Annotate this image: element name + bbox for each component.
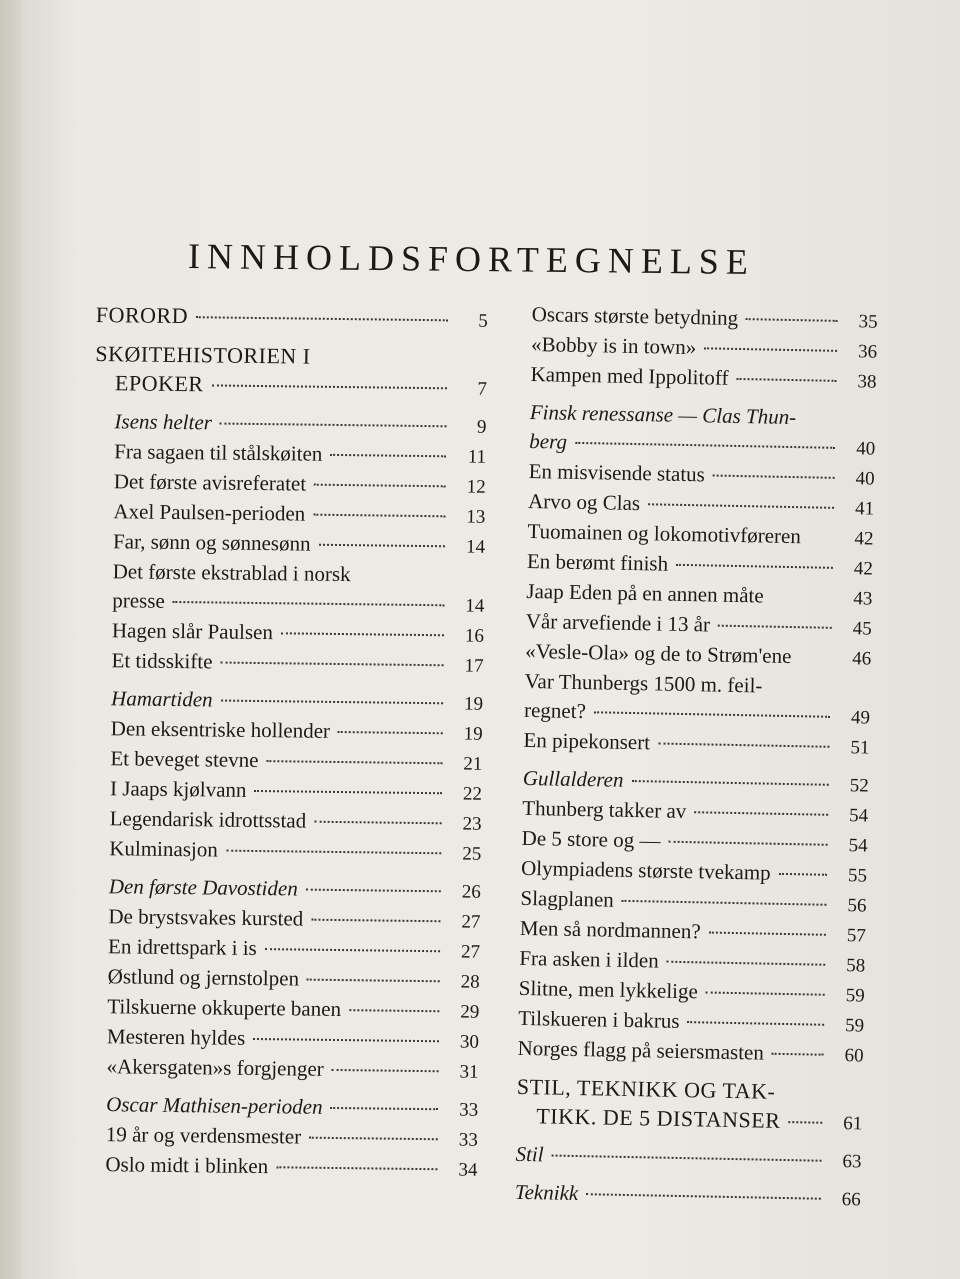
toc-right-column (515, 300, 878, 1214)
toc-entry (86, 1120, 478, 1155)
toc-page-number: 14 (465, 536, 486, 558)
toc-leader-dots (338, 731, 443, 734)
toc-leader-dots (226, 850, 442, 855)
toc-page-number: 45 (852, 618, 872, 640)
toc-entry (89, 872, 481, 907)
toc-page-number: 63 (842, 1151, 862, 1173)
toc-entry (91, 684, 483, 719)
toc-entry: Det første ekstrablad i norsk (112, 559, 351, 587)
toc-entry (94, 467, 486, 502)
toc-page-number: 42 (853, 558, 874, 580)
toc-entry-title: Slitne, men lykkelige (518, 975, 699, 1004)
toc-page-number: 16 (464, 625, 485, 647)
toc-entry-title: Vår arvefiende i 13 år (525, 608, 711, 637)
toc-entry (85, 1150, 477, 1185)
toc-entry-title: Hagen slår Paulsen (111, 618, 274, 645)
toc-leader-dots (706, 991, 825, 995)
toc-page-number: 57 (846, 925, 867, 947)
toc-page-number: 7 (477, 378, 488, 400)
toc-page-number: 19 (463, 693, 484, 715)
toc-entry: Finsk renessanse — Clas Thun- (529, 399, 797, 430)
toc-leader-dots (253, 1038, 439, 1042)
toc-page-number: 56 (847, 895, 867, 917)
toc-entry: SKØITEHISTORIEN I (95, 340, 311, 369)
toc-leader-dots (746, 318, 838, 322)
toc-leader-dots (319, 544, 446, 548)
toc-leader-dots (709, 932, 826, 936)
toc-leader-dots (795, 658, 835, 659)
toc-page-number: 29 (460, 1001, 480, 1023)
toc-leader-dots (718, 625, 832, 629)
toc-page-number: 9 (476, 416, 487, 438)
toc-page-number: 42 (854, 528, 874, 550)
toc-page-number: 28 (460, 971, 480, 993)
toc-leader-dots (309, 1137, 438, 1141)
toc-page-number: 27 (461, 911, 481, 933)
toc-entry (87, 992, 479, 1027)
toc-page-number: 33 (458, 1129, 478, 1151)
toc-entry-title: Kampen med Ippolitoff (530, 361, 729, 390)
toc-leader-dots (281, 632, 444, 636)
toc-entry-title: Et tidsskifte (111, 648, 213, 674)
toc-leader-dots (349, 1009, 439, 1012)
toc-leader-dots (307, 979, 440, 983)
toc-entry-title: Tilskueren i bakrus (517, 1005, 680, 1033)
toc-page-number: 23 (462, 813, 482, 835)
toc-page-number: 58 (846, 955, 866, 977)
toc-leader-dots (772, 1053, 824, 1056)
toc-entry-title: 19 år og verdensmester (105, 1122, 302, 1149)
toc-entry-title: TIKK. DE 5 DISTANSER (536, 1103, 781, 1133)
toc-entry-title: Axel Paulsen-perioden (113, 499, 306, 526)
toc-leader-dots (314, 484, 446, 488)
toc-page-number: 40 (856, 438, 876, 460)
toc-entry (90, 744, 482, 779)
toc-entry (94, 407, 486, 442)
toc-page-number: 66 (841, 1189, 861, 1211)
toc-leader-dots (265, 948, 440, 952)
toc-entry (96, 300, 488, 336)
toc-entry: STIL, TEKNIKK OG TAK- (516, 1073, 776, 1104)
toc-entry (89, 834, 481, 869)
toc-entry-title: EPOKER (114, 370, 204, 397)
toc-entry (523, 726, 870, 763)
toc-entry-title: Kulminasjon (109, 836, 218, 862)
toc-page-number: 33 (459, 1099, 479, 1121)
toc-leader-dots (314, 821, 441, 825)
toc-entry (530, 360, 877, 397)
toc-entry-title: En pipekonsert (523, 727, 651, 755)
toc-entry (91, 646, 483, 681)
toc-leader-dots (276, 1166, 437, 1170)
toc-entry-title: De brystsvakes kursted (108, 904, 304, 931)
toc-left-column (85, 300, 488, 1185)
toc-entry (515, 1140, 862, 1177)
toc-entry-title: presse (112, 588, 165, 613)
toc-page-number: 30 (459, 1031, 480, 1053)
toc-leader-dots (330, 454, 446, 457)
toc-leader-dots (212, 384, 447, 389)
toc-page-number: 54 (848, 805, 869, 827)
toc-leader-dots (779, 873, 827, 876)
toc-leader-dots (313, 514, 445, 518)
toc-page-number: 46 (851, 648, 872, 670)
toc-page-number: 21 (463, 753, 483, 775)
toc-page-number: 40 (855, 468, 875, 490)
toc-entry-title: Østlund og jernstolpen (107, 964, 300, 991)
toc-leader-dots (220, 662, 443, 667)
toc-leader-dots (254, 790, 442, 794)
toc-leader-dots (667, 961, 826, 966)
toc-entry-title: Teknikk (514, 1179, 579, 1206)
toc-entry-title: Den første Davostiden (108, 874, 298, 901)
toc-page-number: 55 (847, 865, 868, 887)
toc-page-number: 49 (850, 707, 871, 729)
toc-leader-dots (631, 780, 828, 786)
toc-entry (92, 616, 484, 651)
toc-page-number: 61 (843, 1113, 863, 1135)
toc-page-number: 59 (845, 985, 865, 1007)
book-gutter (0, 0, 22, 1279)
toc-leader-dots (196, 316, 448, 321)
toc-entry-title: «Akersgaten»s forgjenger (106, 1054, 324, 1081)
toc-page-number: 5 (478, 310, 488, 332)
toc-leader-dots (552, 1155, 822, 1162)
toc-page-number: 38 (857, 371, 877, 393)
toc-leader-dots (805, 538, 838, 539)
toc-entry-title: Tuomainen og lokomotivføreren (527, 518, 802, 549)
toc-entry (90, 774, 482, 809)
toc-leader-dots (575, 442, 835, 449)
toc-entry-title: En berømt finish (526, 548, 669, 576)
toc-leader-dots (173, 601, 445, 606)
toc-entry-title: Oscars største betydning (531, 301, 739, 330)
toc-entry-title: Men så nordmannen? (519, 915, 701, 944)
toc-leader-dots (586, 1193, 821, 1200)
toc-entry-title: Far, sønn og sønnesønn (112, 529, 311, 556)
toc-entry (94, 437, 486, 472)
toc-entry-title: En idrettspark i is (107, 934, 257, 961)
toc-page-number: 22 (462, 783, 483, 805)
toc-entry (95, 368, 487, 404)
toc-entry (91, 714, 483, 749)
toc-entry-title: Isens helter (114, 409, 213, 435)
toc-leader-dots (648, 503, 834, 509)
toc-leader-dots (676, 564, 833, 569)
toc-entry-title: Thunberg takker av (522, 795, 687, 824)
toc-page-number: 19 (463, 723, 483, 745)
toc-leader-dots (788, 1121, 822, 1124)
toc-entry-title: «Vesle-Ola» og de to Strøm'ene (525, 638, 792, 669)
toc-page-number: 41 (854, 498, 875, 520)
toc-page-number: 59 (844, 1015, 865, 1037)
toc-leader-dots (306, 889, 441, 893)
toc-entry: Var Thunbergs 1500 m. feil- (524, 668, 763, 698)
toc-entry (86, 1052, 478, 1087)
toc-entry-title: Et beveget stevne (110, 746, 259, 773)
toc-page-number: 12 (466, 476, 486, 498)
toc-page-number: 35 (858, 311, 878, 333)
toc-page-number: 34 (458, 1159, 478, 1181)
toc-entry-title: Fra sagaen til stålskøiten (114, 439, 323, 466)
toc-page-number: 13 (466, 506, 486, 528)
toc-page-number: 26 (461, 881, 481, 903)
toc-entry (88, 932, 480, 967)
toc-page-number: 54 (848, 835, 868, 857)
toc-entry-title: Stil (515, 1141, 544, 1167)
toc-leader-dots (622, 900, 827, 906)
toc-leader-dots (332, 1069, 439, 1072)
toc-entry-title: I Jaaps kjølvann (109, 776, 247, 802)
toc-leader-dots (768, 598, 837, 599)
toc-page-number: 27 (460, 941, 481, 963)
toc-leader-dots (331, 1107, 439, 1110)
toc-entry (86, 1090, 478, 1125)
toc-page-number: 11 (467, 446, 487, 468)
toc-entry-title: Slagplanen (520, 885, 615, 912)
toc-entry-title: berg (529, 428, 568, 454)
toc-leader-dots (266, 760, 442, 764)
toc-entry-title: De 5 store og — (521, 825, 661, 853)
toc-leader-dots (694, 811, 828, 816)
toc-entry-title: Arvo og Clas (527, 488, 641, 516)
toc-leader-dots (688, 1021, 825, 1026)
toc-page-number: 36 (857, 341, 878, 363)
toc-entry-title: Fra asken i ilden (519, 945, 659, 973)
toc-entry-title: Legendarisk idrottsstad (109, 806, 307, 833)
toc-leader-dots (713, 475, 835, 479)
toc-leader-dots (658, 743, 829, 748)
toc-entry-title: Jaap Eden på en annen måte (526, 578, 764, 608)
toc-entry-title: FORORD (95, 301, 189, 329)
toc-entry-title: Den eksentriske hollender (110, 716, 331, 743)
toc-page-number: 17 (464, 655, 484, 677)
toc-entry-title: Norges flagg på seiersmasten (517, 1035, 765, 1065)
toc-entry (92, 586, 484, 621)
toc-entry (88, 962, 480, 997)
toc-entry-title: «Bobby is in town» (530, 331, 697, 360)
toc-leader-dots (668, 841, 827, 846)
toc-entry-title: Tilskuerne okkuperte banen (107, 994, 342, 1022)
toc-entry (87, 1022, 479, 1057)
toc-leader-dots (311, 919, 440, 923)
toc-entry-title: Det første avisreferatet (113, 469, 307, 496)
toc-page-number: 60 (844, 1045, 864, 1067)
toc-entry (93, 497, 485, 532)
toc-page-number: 43 (853, 588, 873, 610)
toc-entry-title: Oslo midt i blinken (105, 1152, 269, 1179)
toc-page-number: 51 (850, 737, 870, 759)
toc-leader-dots (736, 378, 836, 382)
toc-entry-title: En misvisende status (528, 458, 706, 487)
toc-leader-dots (221, 700, 444, 705)
toc-entry (517, 1034, 864, 1071)
toc-entry-title: Oscar Mathisen-perioden (106, 1092, 323, 1119)
toc-page-number: 14 (465, 595, 485, 617)
toc-leader-dots (704, 347, 837, 352)
toc-entry (88, 902, 480, 937)
toc-entry (516, 1101, 863, 1139)
toc-entry-title: Olympiadens største tvekamp (520, 855, 771, 885)
toc-entry (89, 804, 481, 839)
toc-page-number: 52 (849, 775, 869, 797)
toc-entry-title: Mesteren hyldes (106, 1024, 246, 1050)
toc-page-number: 31 (459, 1061, 479, 1083)
toc-entry-title: Hamartiden (110, 686, 213, 712)
toc-entry-title: Gullalderen (522, 765, 624, 792)
toc-page-number: 25 (462, 843, 482, 865)
toc-leader-dots (220, 423, 447, 428)
toc-entry (93, 527, 485, 562)
toc-entry-title: regnet? (523, 697, 587, 724)
page-title: INNHOLDSFORTEGNELSE (187, 236, 756, 282)
toc-leader-dots (594, 711, 830, 718)
